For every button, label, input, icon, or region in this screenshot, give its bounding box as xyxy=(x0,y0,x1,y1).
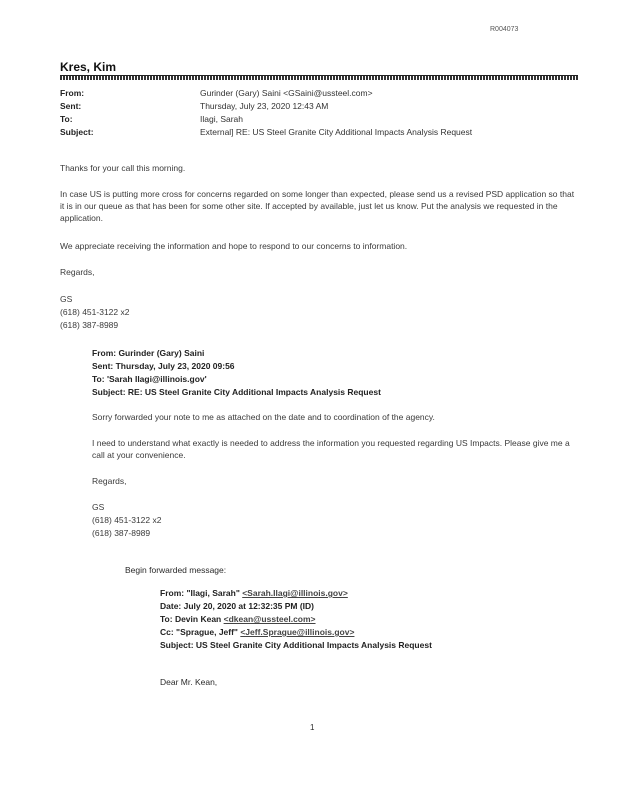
fwd2-from xyxy=(160,588,348,598)
fwd1-regards: Regards, xyxy=(92,476,127,486)
to-label: To: xyxy=(60,114,73,124)
fwd2-salutation: Dear Mr. Kean, xyxy=(160,677,218,687)
subject-value: External] RE: US Steel Granite City Additional Impacts Analysis Request xyxy=(200,127,473,137)
body-paragraph-2: In case US is putting more cross for concerns regarded on some longer than expected, please send us a revised PSD application so that it is in our queue as that has been for some other site. If accepted by available, just let us know. Put the analysis we requested in the application. xyxy=(60,189,575,223)
fwd1-subject: Subject: RE: US Steel Granite City Additional Impacts Analysis Request xyxy=(92,387,381,397)
fwd2-from-prefix: From: "Ilagi, Sarah" xyxy=(160,588,243,598)
fwd2-cc xyxy=(160,627,354,637)
sender-name: Kres, Kim xyxy=(60,60,117,74)
fwd2-subject: Subject: US Steel Granite City Additional Impacts Analysis Request xyxy=(160,640,432,650)
body-paragraph-3: We appreciate receiving the information and hope to respond to our concerns to information. xyxy=(60,241,408,251)
signature-phone-2: (618) 387-8989 xyxy=(60,320,119,330)
fwd2-to xyxy=(160,614,316,624)
fwd2-date: Date: July 20, 2020 at 12:32:35 PM (ID) xyxy=(160,601,315,611)
fwd2-to-email-link[interactable]: <dkean@ussteel.com> xyxy=(223,614,316,624)
sent-label: Sent: xyxy=(60,101,82,111)
regards: Regards, xyxy=(60,267,95,277)
subject-label: Subject: xyxy=(60,127,94,137)
fwd2-cc-email-link[interactable]: <Jeff.Sprague@illinois.gov> xyxy=(240,627,355,637)
fwd1-signature-initials: GS xyxy=(92,502,105,512)
fwd2-cc-prefix: Cc: "Sprague, Jeff" xyxy=(160,627,241,637)
fwd1-signature-phone-2: (618) 387-8989 xyxy=(92,528,151,538)
body-paragraph-1: Thanks for your call this morning. xyxy=(60,163,186,173)
fwd1-paragraph-1: Sorry forwarded your note to me as attached on the date and to coordination of the agency. xyxy=(92,412,435,422)
from-value: Gurinder (Gary) Saini <GSaini@ussteel.com> xyxy=(200,88,373,98)
sent-value: Thursday, July 23, 2020 12:43 AM xyxy=(200,101,329,111)
header-rule xyxy=(60,75,578,80)
fwd1-sent: Sent: Thursday, July 23, 2020 09:56 xyxy=(92,361,235,371)
from-label: From: xyxy=(60,88,85,98)
signature-phone-1: (618) 451-3122 x2 xyxy=(60,307,130,317)
fwd1-signature-phone-1: (618) 451-3122 x2 xyxy=(92,515,162,525)
signature-initials: GS xyxy=(60,294,73,304)
fwd1-from: From: Gurinder (Gary) Saini xyxy=(92,348,205,358)
fwd2-to-prefix: To: Devin Kean xyxy=(160,614,224,624)
fwd2-intro: Begin forwarded message: xyxy=(125,565,227,575)
fwd1-paragraph-2: I need to understand what exactly is needed to address the information you requested regarding US Impacts. Please give me a call at your convenience. xyxy=(92,438,570,460)
fwd1-to: To: 'Sarah Ilagi@illinois.gov' xyxy=(92,374,207,384)
to-value: Ilagi, Sarah xyxy=(200,114,243,124)
page-number: 1 xyxy=(310,723,315,732)
bates-number: R004073 xyxy=(490,26,519,33)
fwd2-from-email-link[interactable]: <Sarah.Ilagi@illinois.gov> xyxy=(242,588,348,598)
